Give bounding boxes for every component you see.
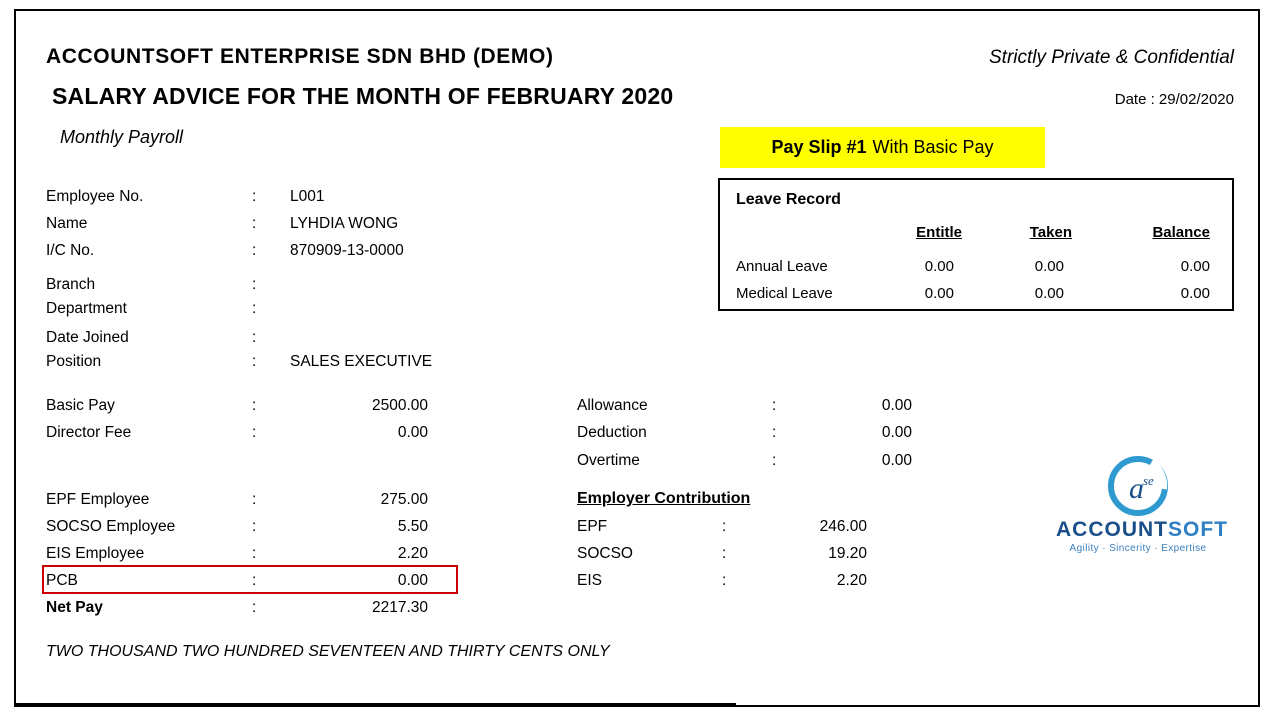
leave-row-label: Medical Leave bbox=[736, 285, 833, 302]
field-colon: : bbox=[252, 215, 257, 232]
svg-text:a: a bbox=[1129, 472, 1144, 505]
field-colon: : bbox=[252, 545, 257, 562]
employer-contribution-label-socso: SOCSO bbox=[577, 545, 633, 562]
field-value-ic-no: 870909-13-0000 bbox=[290, 242, 404, 259]
field-value-employee-no: L001 bbox=[290, 188, 325, 205]
accountsoft-logo bbox=[1056, 455, 1228, 554]
leave-row-taken: 0.00 bbox=[1034, 258, 1064, 275]
net-pay-amount: 2217.30 bbox=[371, 599, 428, 616]
field-colon: : bbox=[252, 242, 257, 259]
field-colon: : bbox=[722, 545, 727, 562]
bottom-divider bbox=[16, 703, 736, 705]
field-label-branch: Branch bbox=[46, 276, 96, 293]
employer-contribution-label-eis: EIS bbox=[577, 572, 602, 589]
confidential-note: Strictly Private & Confidential bbox=[989, 47, 1234, 68]
deduction-amount-epf-employee: 275.00 bbox=[380, 491, 428, 508]
leave-row-balance: 0.00 bbox=[1180, 258, 1210, 275]
field-label-department: Department bbox=[46, 300, 127, 317]
leave-row-label: Annual Leave bbox=[736, 258, 828, 275]
svg-text:se: se bbox=[1143, 473, 1154, 488]
field-label-name: Name bbox=[46, 215, 88, 232]
leave-record-title: Leave Record bbox=[736, 191, 841, 208]
field-colon: : bbox=[252, 353, 257, 370]
field-label-employee-no: Employee No. bbox=[46, 188, 144, 205]
employer-contribution-amount-socso: 19.20 bbox=[828, 545, 867, 562]
net-pay-label: Net Pay bbox=[46, 599, 103, 616]
earning-amount-deduction: 0.00 bbox=[881, 424, 912, 441]
field-colon: : bbox=[772, 424, 777, 441]
deduction-label-eis-employee: EIS Employee bbox=[46, 545, 145, 562]
field-colon: : bbox=[722, 572, 727, 589]
logo-mark-icon bbox=[1107, 455, 1169, 517]
logo-name-first: ACCOUNT bbox=[1056, 518, 1168, 541]
field-colon: : bbox=[772, 452, 777, 469]
deduction-amount-socso-employee: 5.50 bbox=[397, 518, 428, 535]
field-colon: : bbox=[772, 397, 777, 414]
payslip-banner bbox=[720, 127, 1045, 168]
earning-label-basic-pay: Basic Pay bbox=[46, 397, 115, 414]
deduction-amount-pcb: 0.00 bbox=[397, 572, 428, 589]
field-colon: : bbox=[252, 329, 257, 346]
earning-amount-allowance: 0.00 bbox=[881, 397, 912, 414]
document-date: Date : 29/02/2020 bbox=[1114, 91, 1234, 108]
field-colon: : bbox=[252, 424, 257, 441]
field-colon: : bbox=[252, 188, 257, 205]
leave-row-balance: 0.00 bbox=[1180, 285, 1210, 302]
leave-row-entitle: 0.00 bbox=[924, 258, 954, 275]
field-label-position: Position bbox=[46, 353, 102, 370]
deduction-label-socso-employee: SOCSO Employee bbox=[46, 518, 176, 535]
payslip-banner-text: With Basic Pay bbox=[872, 137, 994, 157]
field-colon: : bbox=[722, 518, 727, 535]
payslip-content bbox=[32, 25, 1242, 691]
field-colon: : bbox=[252, 300, 257, 317]
field-value-name: LYHDIA WONG bbox=[290, 215, 399, 232]
leave-row-taken: 0.00 bbox=[1034, 285, 1064, 302]
payslip-banner-strong: Pay Slip #1 bbox=[771, 137, 867, 157]
field-label-date-joined: Date Joined bbox=[46, 329, 129, 346]
employer-contribution-amount-eis: 2.20 bbox=[836, 572, 867, 589]
leave-header-entitle: Entitle bbox=[916, 224, 962, 241]
earning-amount-director-fee: 0.00 bbox=[397, 424, 428, 441]
payroll-type: Monthly Payroll bbox=[60, 127, 184, 147]
earning-amount-overtime: 0.00 bbox=[881, 452, 912, 469]
logo-tagline: Agility · Sincerity · Expertise bbox=[1069, 543, 1207, 554]
deduction-label-pcb: PCB bbox=[46, 572, 78, 589]
page-title: SALARY ADVICE FOR THE MONTH OF FEBRUARY 2020 bbox=[52, 83, 674, 109]
deduction-label-epf-employee: EPF Employee bbox=[46, 491, 150, 508]
amount-in-words: TWO THOUSAND TWO HUNDRED SEVENTEEN AND THIRTY CENTS ONLY bbox=[46, 643, 610, 660]
earning-label-director-fee: Director Fee bbox=[46, 424, 132, 441]
company-name: ACCOUNTSOFT ENTERPRISE SDN BHD (DEMO) bbox=[46, 45, 554, 68]
employer-contribution-label-epf: EPF bbox=[577, 518, 608, 535]
deduction-amount-eis-employee: 2.20 bbox=[397, 545, 428, 562]
field-colon: : bbox=[252, 397, 257, 414]
leave-row-entitle: 0.00 bbox=[924, 285, 954, 302]
employer-contribution-amount-epf: 246.00 bbox=[819, 518, 867, 535]
earning-amount-basic-pay: 2500.00 bbox=[371, 397, 428, 414]
leave-header-taken: Taken bbox=[1029, 224, 1072, 241]
earning-label-overtime: Overtime bbox=[577, 452, 640, 469]
logo-wordmark bbox=[1056, 518, 1228, 541]
field-colon: : bbox=[252, 491, 257, 508]
field-colon: : bbox=[252, 599, 257, 616]
field-label-ic-no: I/C No. bbox=[46, 242, 95, 259]
field-colon: : bbox=[252, 572, 257, 589]
field-colon: : bbox=[252, 518, 257, 535]
earning-label-allowance: Allowance bbox=[577, 397, 648, 414]
field-value-position: SALES EXECUTIVE bbox=[290, 353, 433, 370]
leave-header-balance: Balance bbox=[1152, 224, 1210, 241]
employer-contribution-title: Employer Contribution bbox=[577, 490, 751, 507]
payslip-page bbox=[14, 9, 1260, 707]
field-colon: : bbox=[252, 276, 257, 293]
logo-name-second: SOFT bbox=[1168, 518, 1228, 541]
earning-label-deduction: Deduction bbox=[577, 424, 647, 441]
leave-record-box bbox=[718, 178, 1234, 311]
